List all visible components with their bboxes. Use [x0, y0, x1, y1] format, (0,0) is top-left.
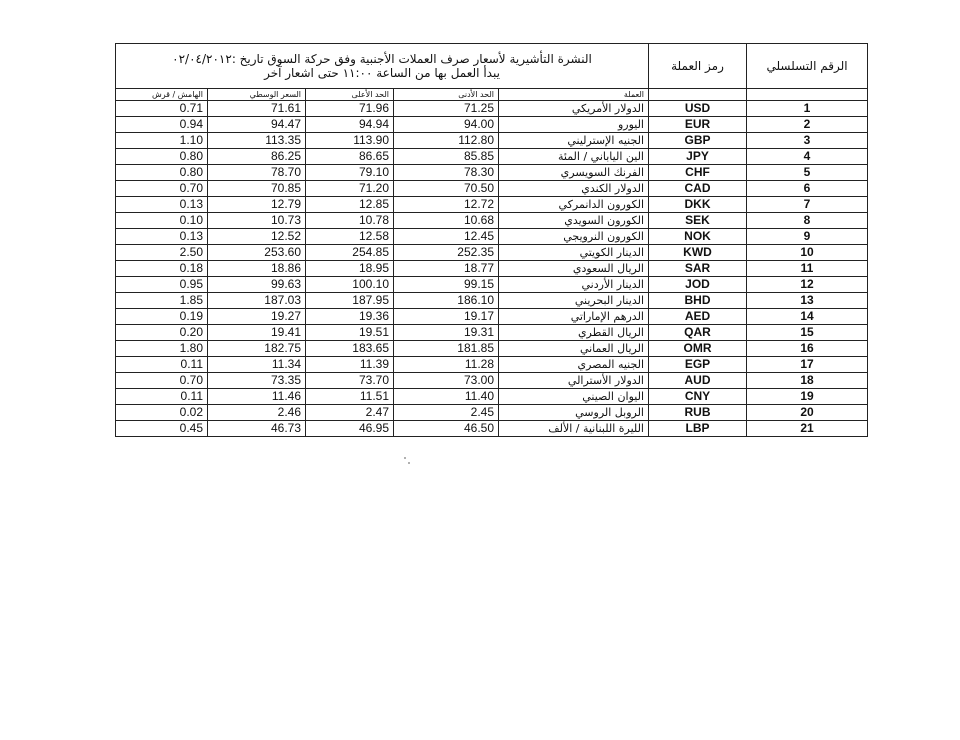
currency-name-cell: الدينار الكويتي: [499, 245, 649, 261]
currency-name-cell: اليوان الصيني: [499, 389, 649, 405]
mid-rate-cell: 113.35: [208, 133, 306, 149]
table-row: [116, 389, 868, 405]
margin-cell: 0.13: [116, 197, 208, 213]
currency-name-cell: الجنيه الإسترليني: [499, 133, 649, 149]
exchange-rate-bulletin: [115, 43, 867, 437]
serial-number-cell: 10: [747, 245, 868, 261]
mid-rate-cell: 10.73: [208, 213, 306, 229]
serial-number-cell: 12: [747, 277, 868, 293]
table-row: [116, 101, 868, 117]
high-rate-cell: 12.85: [306, 197, 394, 213]
high-rate-column-header: الحد الأعلى: [306, 89, 394, 101]
mid-rate-cell: 86.25: [208, 149, 306, 165]
table-row: [116, 117, 868, 133]
table-row: [116, 181, 868, 197]
low-rate-cell: 73.00: [394, 373, 499, 389]
high-rate-cell: 71.20: [306, 181, 394, 197]
low-rate-cell: 186.10: [394, 293, 499, 309]
table-row: [116, 197, 868, 213]
margin-column-header: الهامش / قرش: [116, 89, 208, 101]
currency-code-cell: CNY: [649, 389, 747, 405]
mid-rate-cell: 18.86: [208, 261, 306, 277]
currency-name-cell: الريال القطري: [499, 325, 649, 341]
high-rate-cell: 113.90: [306, 133, 394, 149]
table-row: [116, 373, 868, 389]
currency-code-cell: CAD: [649, 181, 747, 197]
table-row: [116, 261, 868, 277]
margin-cell: 0.19: [116, 309, 208, 325]
margin-cell: 1.10: [116, 133, 208, 149]
serial-number-cell: 5: [747, 165, 868, 181]
mid-rate-cell: 12.79: [208, 197, 306, 213]
mid-rate-cell: 11.34: [208, 357, 306, 373]
currency-code-cell: LBP: [649, 421, 747, 437]
serial-number-cell: 1: [747, 101, 868, 117]
low-rate-cell: 46.50: [394, 421, 499, 437]
margin-cell: 0.20: [116, 325, 208, 341]
mid-rate-cell: 182.75: [208, 341, 306, 357]
high-rate-cell: 18.95: [306, 261, 394, 277]
serial-number-cell: 3: [747, 133, 868, 149]
low-rate-column-header: الحد الأدنى: [394, 89, 499, 101]
serial-number-cell: 4: [747, 149, 868, 165]
high-rate-cell: 100.10: [306, 277, 394, 293]
bulletin-title: [116, 44, 649, 89]
table-row: [116, 245, 868, 261]
margin-cell: 0.02: [116, 405, 208, 421]
currency-code-cell: USD: [649, 101, 747, 117]
currency-name-cell: الريال العماني: [499, 341, 649, 357]
high-rate-cell: 254.85: [306, 245, 394, 261]
high-rate-cell: 187.95: [306, 293, 394, 309]
low-rate-cell: 71.25: [394, 101, 499, 117]
mid-rate-cell: 11.46: [208, 389, 306, 405]
currency-code-cell: NOK: [649, 229, 747, 245]
margin-cell: 0.80: [116, 149, 208, 165]
currency-code-cell: OMR: [649, 341, 747, 357]
table-row: [116, 325, 868, 341]
serial-column-spacer: [747, 89, 868, 101]
low-rate-cell: 78.30: [394, 165, 499, 181]
currency-name-cell: الكورون النرويجي: [499, 229, 649, 245]
currency-code-cell: KWD: [649, 245, 747, 261]
currency-name-cell: الليرة اللبنانية / الألف: [499, 421, 649, 437]
mid-rate-cell: 187.03: [208, 293, 306, 309]
currency-name-cell: الدولار الأسترالي: [499, 373, 649, 389]
margin-cell: 0.18: [116, 261, 208, 277]
mid-rate-cell: 73.35: [208, 373, 306, 389]
currency-name-cell: الكورون السويدي: [499, 213, 649, 229]
mid-rate-cell: 19.27: [208, 309, 306, 325]
margin-cell: 0.94: [116, 117, 208, 133]
table-row: [116, 357, 868, 373]
low-rate-cell: 94.00: [394, 117, 499, 133]
low-rate-cell: 19.31: [394, 325, 499, 341]
currency-name-cell: الدرهم الإماراتي: [499, 309, 649, 325]
serial-number-cell: 13: [747, 293, 868, 309]
table-row: [116, 309, 868, 325]
low-rate-cell: 11.40: [394, 389, 499, 405]
high-rate-cell: 10.78: [306, 213, 394, 229]
low-rate-cell: 18.77: [394, 261, 499, 277]
serial-number-cell: 14: [747, 309, 868, 325]
table-row: [116, 341, 868, 357]
low-rate-cell: 181.85: [394, 341, 499, 357]
high-rate-cell: 19.51: [306, 325, 394, 341]
mid-rate-column-header: السعر الوسطي: [208, 89, 306, 101]
rates-table: [115, 43, 868, 437]
high-rate-cell: 73.70: [306, 373, 394, 389]
currency-code-cell: QAR: [649, 325, 747, 341]
table-row: [116, 149, 868, 165]
low-rate-cell: 10.68: [394, 213, 499, 229]
margin-cell: 0.70: [116, 181, 208, 197]
currency-code-cell: DKK: [649, 197, 747, 213]
currency-code-header: رمز العملة: [649, 44, 747, 89]
table-row: [116, 421, 868, 437]
currency-code-cell: AUD: [649, 373, 747, 389]
table-row: [116, 133, 868, 149]
serial-number-cell: 17: [747, 357, 868, 373]
margin-cell: 0.45: [116, 421, 208, 437]
currency-code-cell: CHF: [649, 165, 747, 181]
high-rate-cell: 46.95: [306, 421, 394, 437]
title-line-1: النشرة التأشيرية لأسعار صرف العملات الأجنبية وفق حركة السوق تاريخ :٠٢/٠٤/٢٠١٢: [172, 52, 592, 66]
high-rate-cell: 79.10: [306, 165, 394, 181]
currency-code-cell: GBP: [649, 133, 747, 149]
mid-rate-cell: 71.61: [208, 101, 306, 117]
currency-name-cell: الروبل الروسي: [499, 405, 649, 421]
serial-number-cell: 20: [747, 405, 868, 421]
currency-code-cell: SAR: [649, 261, 747, 277]
margin-cell: 0.71: [116, 101, 208, 117]
serial-number-cell: 8: [747, 213, 868, 229]
currency-code-cell: SEK: [649, 213, 747, 229]
serial-number-header: الرقم التسلسلي: [747, 44, 868, 89]
low-rate-cell: 112.80: [394, 133, 499, 149]
table-row: [116, 293, 868, 309]
scan-speck: [408, 462, 410, 464]
currency-code-cell: JPY: [649, 149, 747, 165]
low-rate-cell: 70.50: [394, 181, 499, 197]
margin-cell: 0.13: [116, 229, 208, 245]
currency-name-cell: الريال السعودي: [499, 261, 649, 277]
high-rate-cell: 71.96: [306, 101, 394, 117]
serial-number-cell: 2: [747, 117, 868, 133]
currency-name-cell: الدولار الأمريكي: [499, 101, 649, 117]
serial-number-cell: 18: [747, 373, 868, 389]
margin-cell: 0.10: [116, 213, 208, 229]
column-header-row: [116, 89, 868, 101]
mid-rate-cell: 99.63: [208, 277, 306, 293]
margin-cell: 0.70: [116, 373, 208, 389]
low-rate-cell: 12.45: [394, 229, 499, 245]
margin-cell: 1.80: [116, 341, 208, 357]
title-line-2: يبدأ العمل بها من الساعة ١١:٠٠ حتى اشعار آخر: [264, 66, 500, 80]
low-rate-cell: 11.28: [394, 357, 499, 373]
serial-number-cell: 6: [747, 181, 868, 197]
currency-name-cell: اليورو: [499, 117, 649, 133]
high-rate-cell: 19.36: [306, 309, 394, 325]
table-row: [116, 229, 868, 245]
serial-number-cell: 11: [747, 261, 868, 277]
high-rate-cell: 183.65: [306, 341, 394, 357]
code-column-spacer: [649, 89, 747, 101]
currency-name-cell: الين الياباني / المئة: [499, 149, 649, 165]
mid-rate-cell: 70.85: [208, 181, 306, 197]
currency-code-cell: RUB: [649, 405, 747, 421]
table-row: [116, 165, 868, 181]
margin-cell: 2.50: [116, 245, 208, 261]
scan-speck: [404, 457, 406, 459]
margin-cell: 0.11: [116, 357, 208, 373]
low-rate-cell: 99.15: [394, 277, 499, 293]
low-rate-cell: 252.35: [394, 245, 499, 261]
currency-code-cell: AED: [649, 309, 747, 325]
mid-rate-cell: 78.70: [208, 165, 306, 181]
currency-code-cell: JOD: [649, 277, 747, 293]
serial-number-cell: 15: [747, 325, 868, 341]
high-rate-cell: 11.39: [306, 357, 394, 373]
bulletin-header-row: [116, 44, 868, 89]
serial-number-cell: 9: [747, 229, 868, 245]
currency-code-cell: BHD: [649, 293, 747, 309]
low-rate-cell: 85.85: [394, 149, 499, 165]
margin-cell: 0.80: [116, 165, 208, 181]
currency-name-cell: الدينار الأردني: [499, 277, 649, 293]
high-rate-cell: 2.47: [306, 405, 394, 421]
low-rate-cell: 19.17: [394, 309, 499, 325]
mid-rate-cell: 2.46: [208, 405, 306, 421]
low-rate-cell: 12.72: [394, 197, 499, 213]
mid-rate-cell: 46.73: [208, 421, 306, 437]
currency-name-cell: الدولار الكندي: [499, 181, 649, 197]
currency-name-cell: الفرنك السويسري: [499, 165, 649, 181]
table-row: [116, 277, 868, 293]
high-rate-cell: 12.58: [306, 229, 394, 245]
serial-number-cell: 19: [747, 389, 868, 405]
margin-cell: 1.85: [116, 293, 208, 309]
high-rate-cell: 86.65: [306, 149, 394, 165]
high-rate-cell: 94.94: [306, 117, 394, 133]
currency-name-cell: الدينار البحريني: [499, 293, 649, 309]
mid-rate-cell: 19.41: [208, 325, 306, 341]
mid-rate-cell: 253.60: [208, 245, 306, 261]
currency-name-cell: الكورون الدانمركي: [499, 197, 649, 213]
serial-number-cell: 7: [747, 197, 868, 213]
serial-number-cell: 16: [747, 341, 868, 357]
serial-number-cell: 21: [747, 421, 868, 437]
margin-cell: 0.11: [116, 389, 208, 405]
high-rate-cell: 11.51: [306, 389, 394, 405]
mid-rate-cell: 12.52: [208, 229, 306, 245]
margin-cell: 0.95: [116, 277, 208, 293]
currency-code-cell: EGP: [649, 357, 747, 373]
currency-name-cell: الجنيه المصري: [499, 357, 649, 373]
currency-code-cell: EUR: [649, 117, 747, 133]
currency-column-header: العملة: [499, 89, 649, 101]
table-row: [116, 213, 868, 229]
mid-rate-cell: 94.47: [208, 117, 306, 133]
low-rate-cell: 2.45: [394, 405, 499, 421]
table-row: [116, 405, 868, 421]
